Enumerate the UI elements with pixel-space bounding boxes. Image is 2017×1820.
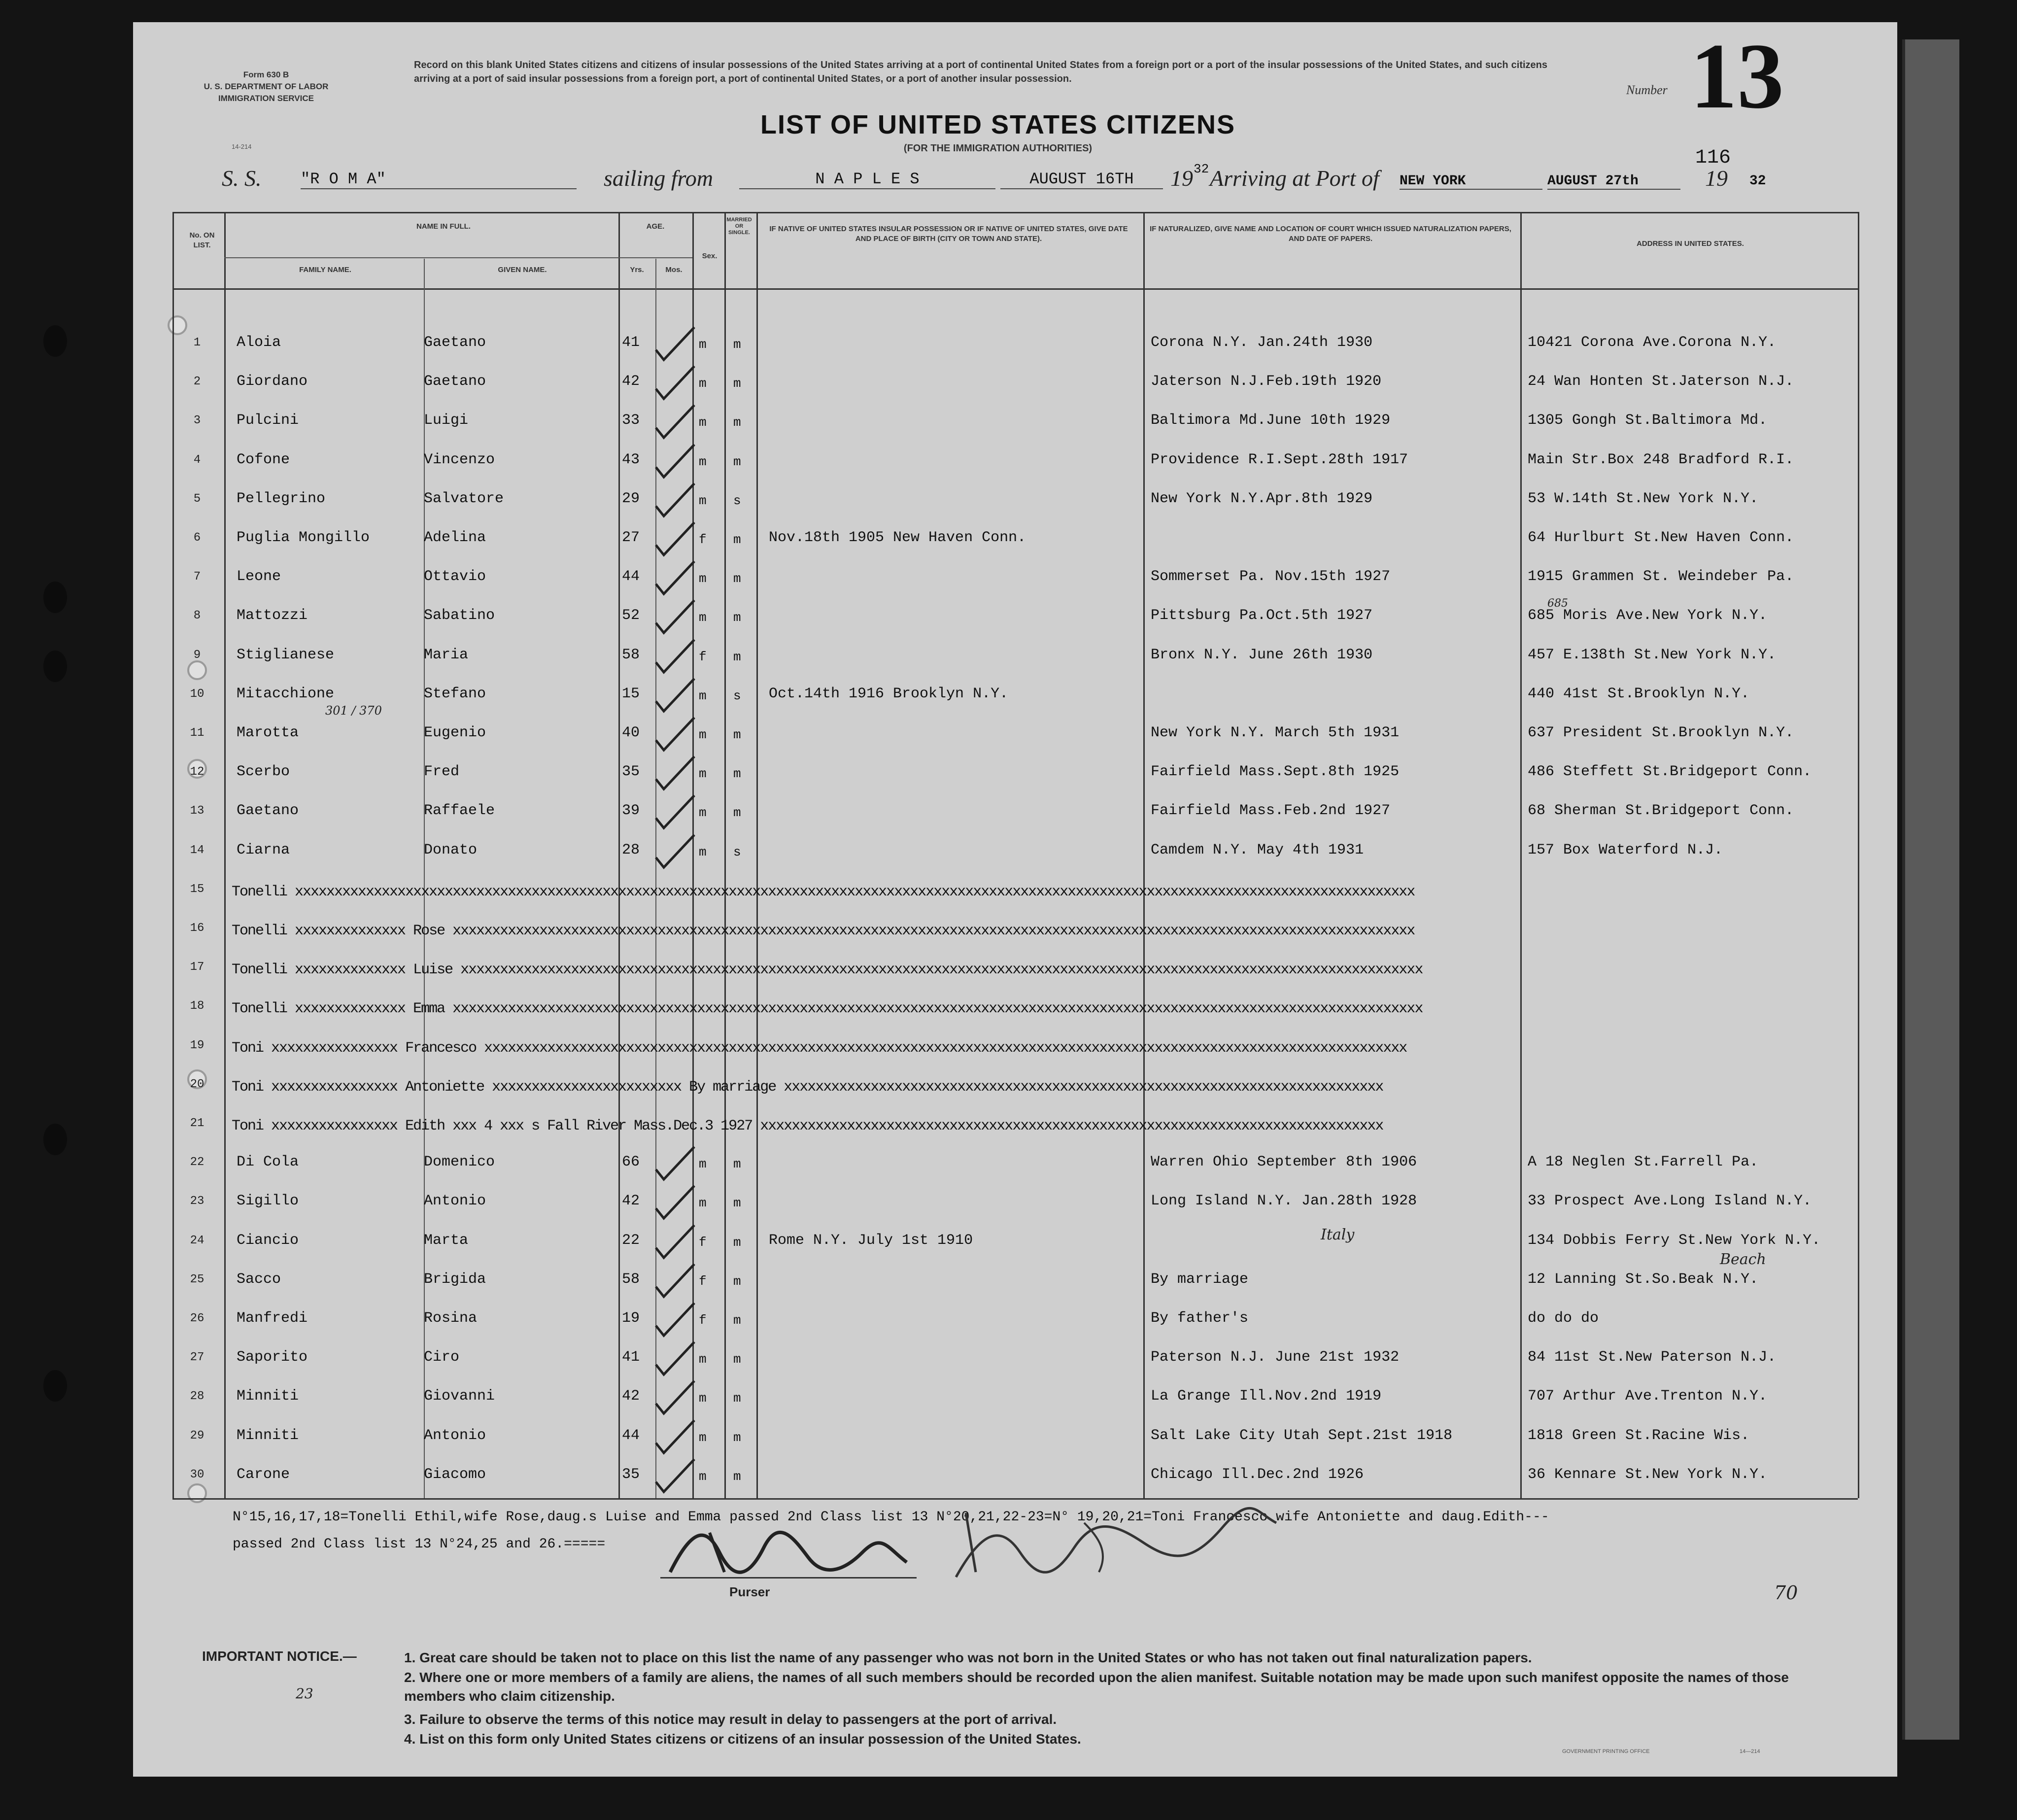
row-number: 15 <box>190 882 205 896</box>
age-years: 28 <box>622 841 640 858</box>
verification-check-mark <box>653 1417 697 1457</box>
sex: m <box>699 727 707 742</box>
age-years: 39 <box>622 802 640 820</box>
sex: f <box>699 1235 707 1250</box>
row-number: 11 <box>190 726 205 740</box>
header-mos: Mos. <box>665 266 683 274</box>
us-address: 12 Lanning St.So.Beak N.Y. <box>1528 1271 1759 1288</box>
row-number: 23 <box>190 1195 205 1208</box>
list-number: 13 <box>1690 25 1784 128</box>
age-years: 42 <box>622 373 640 390</box>
verification-check-mark <box>653 363 697 403</box>
sex: f <box>699 1313 707 1328</box>
marital-status: m <box>733 1391 741 1406</box>
row-number: 24 <box>190 1234 205 1247</box>
verification-check-mark <box>653 442 697 481</box>
us-address: 685 Moris Ave.New York N.Y. <box>1528 607 1768 624</box>
row-number: 4 <box>193 453 201 467</box>
notice-item-1: 1. Great care should be taken not to place on this list the name of any passenger who was not born in the United States or who has not taken out final naturalization papers. <box>404 1650 1532 1665</box>
department-name: U. S. DEPARTMENT OF LABOR <box>204 82 329 91</box>
sex: m <box>699 454 707 469</box>
transfer-notation-line-1: N°15,16,17,18=Tonelli Ethil,wife Rose,daug.s Luise and Emma passed 2nd Class list 13 N°20,21,22-23=N° 19,20,21=Toni Francesco wife Antoniette and daug.Edith--- <box>233 1510 1549 1525</box>
naturalization: Providence R.I.Sept.28th 1917 <box>1151 451 1408 468</box>
us-address: 486 Steffett St.Bridgeport Conn. <box>1528 763 1812 781</box>
struck-out-entry: Tonelli xxxxxxxxxxxxxx Rose xxxxxxxxxxxxxxxxxxxxxxxxxxxxxxxxxxxxxxxxxxxxxxxxxxxxxxxxxxxxxxxxxxxxxxxxxxxxxxxxxxxxxxxxxxxxxxxxxxxxxxxxxxxxxxxxxxxxxxxxxx <box>232 923 1415 939</box>
us-address: 1818 Green St.Racine Wis. <box>1528 1427 1750 1444</box>
marital-status: m <box>733 454 741 469</box>
us-address: 33 Prospect Ave.Long Island N.Y. <box>1528 1193 1812 1210</box>
given-name: Antonio <box>424 1193 486 1210</box>
us-address: 53 W.14th St.New York N.Y. <box>1528 490 1759 507</box>
form-title: LIST OF UNITED STATES CITIZENS <box>760 110 1235 139</box>
verification-check-mark <box>653 676 697 715</box>
ship-name: "R O M A" <box>301 170 577 189</box>
naturalization: Salt Lake City Utah Sept.21st 1918 <box>1151 1427 1453 1444</box>
age-years: 41 <box>622 1349 640 1366</box>
family-name: Manfredi <box>237 1310 308 1327</box>
marital-status: m <box>733 727 741 742</box>
verification-check-mark <box>653 558 697 598</box>
marital-status: m <box>733 1430 741 1445</box>
naturalization: Long Island N.Y. Jan.28th 1928 <box>1151 1193 1417 1210</box>
arrival-year: 32 <box>1749 173 1766 189</box>
verification-check-mark <box>653 1300 697 1339</box>
verification-check-mark <box>653 1378 697 1417</box>
family-name: Mitacchione <box>237 685 335 702</box>
given-name: Donato <box>424 841 478 858</box>
family-name: Leone <box>237 568 281 585</box>
sex: m <box>699 1391 707 1406</box>
ss-label: S. S. <box>222 166 262 191</box>
naturalization: Jaterson N.J.Feb.19th 1920 <box>1151 373 1382 390</box>
us-address: A 18 Neglen St.Farrell Pa. <box>1528 1154 1759 1171</box>
family-name: Sigillo <box>237 1193 299 1210</box>
given-name: Adelina <box>424 529 486 546</box>
row-number: 22 <box>190 1156 205 1169</box>
given-name: Marta <box>424 1232 469 1249</box>
us-address: do do do <box>1528 1310 1599 1327</box>
verification-check-mark <box>653 637 697 676</box>
table-rule <box>172 288 1858 290</box>
us-address: 440 41st St.Brooklyn N.Y. <box>1528 685 1750 702</box>
age-years: 43 <box>622 451 640 468</box>
struck-out-entry: Toni xxxxxxxxxxxxxxxx Antoniette xxxxxxxxxxxxxxxxxxxxxxxx By marriage xxxxxxxxxxxxxxxxxxxxxxxxxxxxxxxxxxxxxxxxxxxxxxxxxxxxxxxxxxxxxxxxxxxxxxxxxxxx <box>232 1078 1383 1096</box>
family-name: Giordano <box>237 373 308 390</box>
age-years: 42 <box>622 1193 640 1210</box>
naturalization: New York N.Y.Apr.8th 1929 <box>1151 490 1373 507</box>
family-name: Gaetano <box>237 802 299 820</box>
binder-hole <box>43 651 67 682</box>
age-years: 15 <box>622 685 640 702</box>
row-number: 14 <box>190 843 205 857</box>
us-address: Main Str.Box 248 Bradford R.I. <box>1528 451 1794 468</box>
us-address: 10421 Corona Ave.Corona N.Y. <box>1528 334 1777 351</box>
row-number: 19 <box>190 1038 205 1052</box>
row-number: 27 <box>190 1351 205 1365</box>
row-number: 8 <box>193 609 201 623</box>
struck-out-entry: Tonelli xxxxxxxxxxxxxx Luise xxxxxxxxxxxxxxxxxxxxxxxxxxxxxxxxxxxxxxxxxxxxxxxxxxxxxxxxxxxxxxxxxxxxxxxxxxxxxxxxxxxxxxxxxxxxxxxxxxxxxxxxxxxxxxxxxxxxxxxxxx <box>232 962 1423 979</box>
punch-ring <box>168 315 187 335</box>
verification-check-mark <box>653 792 697 832</box>
arrival-year-prefix: 19 <box>1705 166 1728 191</box>
header-address: ADDRESS IN UNITED STATES. <box>1637 240 1744 248</box>
punch-ring <box>187 660 207 680</box>
age-years: 58 <box>622 646 640 663</box>
verification-check-mark <box>653 481 697 520</box>
given-name: Stefano <box>424 685 486 702</box>
us-address: 1915 Grammen St. Weindeber Pa. <box>1528 568 1794 585</box>
verification-check-mark <box>653 402 697 442</box>
row-number: 18 <box>190 999 205 1013</box>
verification-check-mark <box>653 754 697 793</box>
sex: m <box>699 610 707 625</box>
row-number: 3 <box>193 414 201 428</box>
column-rule <box>618 212 620 1498</box>
official-signature <box>936 1493 1291 1592</box>
header-no-on-list: No. ON LIST. <box>189 231 215 249</box>
given-name: Eugenio <box>424 724 486 741</box>
given-name: Brigida <box>424 1271 486 1288</box>
marital-status: m <box>733 1352 741 1367</box>
naturalization: Baltimora Md.June 10th 1929 <box>1151 412 1391 429</box>
form-subtitle: (FOR THE IMMIGRATION AUTHORITIES) <box>903 143 1093 154</box>
notice-heading: IMPORTANT NOTICE.— <box>202 1648 357 1664</box>
purser-label: Purser <box>729 1584 770 1599</box>
age-years: 22 <box>622 1232 640 1249</box>
column-rule <box>224 212 226 1498</box>
naturalization: Warren Ohio September 8th 1906 <box>1151 1154 1417 1171</box>
family-name: Pellegrino <box>237 490 326 507</box>
naturalization: By marriage <box>1151 1271 1249 1288</box>
sex: m <box>699 1352 707 1367</box>
printer-credit: GOVERNMENT PRINTING OFFICE <box>1562 1749 1650 1754</box>
given-name: Ciro <box>424 1349 460 1366</box>
header-given-name: GIVEN NAME. <box>498 266 547 274</box>
binder-hole <box>43 1370 67 1402</box>
verification-check-mark <box>653 1183 697 1222</box>
age-years: 42 <box>622 1388 640 1405</box>
row-number: 17 <box>190 961 205 974</box>
arrival-date: AUGUST 27th <box>1547 173 1680 190</box>
family-name: Minniti <box>237 1427 299 1444</box>
footer-form-code: 14—214 <box>1740 1749 1760 1754</box>
naturalization: Paterson N.J. June 21st 1932 <box>1151 1349 1400 1366</box>
age-years: 40 <box>622 724 640 741</box>
column-rule <box>172 212 174 1498</box>
departure-year-prefix: 19 <box>1170 166 1193 191</box>
marital-status: m <box>733 415 741 430</box>
column-rule <box>724 212 726 1498</box>
row-number: 25 <box>190 1272 205 1286</box>
verification-check-mark <box>653 1222 697 1262</box>
age-years: 44 <box>622 1427 640 1444</box>
row-number: 29 <box>190 1429 205 1442</box>
arrival-port: NEW YORK <box>1400 173 1542 190</box>
given-name: Raffaele <box>424 802 495 820</box>
marital-status: m <box>733 532 741 547</box>
notice-item-4: 4. List on this form only United States citizens or citizens of an insular possession of the United States. <box>404 1731 1081 1747</box>
sex: m <box>699 805 707 821</box>
marital-status: m <box>733 1235 741 1250</box>
left-margin-annotation: 23 <box>296 1685 313 1702</box>
given-name: Vincenzo <box>424 451 495 468</box>
sex: m <box>699 688 707 703</box>
verification-check-mark <box>653 597 697 637</box>
naturalization: Chicago Ill.Dec.2nd 1926 <box>1151 1466 1364 1483</box>
row-number: 6 <box>193 531 201 545</box>
naturalization: New York N.Y. March 5th 1931 <box>1151 724 1400 741</box>
sailing-from-label: sailing from <box>604 166 713 191</box>
column-rule <box>1520 212 1522 1498</box>
given-name: Rosina <box>424 1310 478 1327</box>
marital-status: s <box>733 844 741 859</box>
row25-annotation: Beach <box>1720 1251 1766 1268</box>
us-address: 157 Box Waterford N.J. <box>1528 841 1723 858</box>
naturalization: La Grange Ill.Nov.2nd 1919 <box>1151 1388 1382 1405</box>
header-married-single: MARRIED OR SINGLE. <box>726 217 752 236</box>
row24-annotation: Italy <box>1321 1226 1355 1243</box>
row-number: 26 <box>190 1312 205 1325</box>
header-birth: IF NATIVE OF UNITED STATES INSULAR POSSESSION OR IF NATIVE OF UNITED STATES, GIVE DATE AND PLACE OF BIRTH (CITY OR TOWN AND STATE). <box>769 225 1128 243</box>
header-naturalized: IF NATURALIZED, GIVE NAME AND LOCATION OF COURT WHICH ISSUED NATURALIZATION PAPERS, AND DATE OF PAPERS. <box>1150 225 1511 243</box>
verification-check-mark <box>653 324 697 364</box>
page-number-annotation: 70 <box>1774 1582 1798 1604</box>
marital-status: m <box>733 337 741 352</box>
age-years: 35 <box>622 1466 640 1483</box>
sex: m <box>699 844 707 859</box>
page-annotation: 116 <box>1695 147 1731 169</box>
page-stack-edge <box>1902 39 1959 1740</box>
punch-ring <box>187 1483 207 1503</box>
marital-status: m <box>733 1469 741 1484</box>
us-address: 68 Sherman St.Bridgeport Conn. <box>1528 802 1794 820</box>
form-code: 14-214 <box>232 143 252 150</box>
row-number: 20 <box>190 1077 205 1091</box>
given-name: Gaetano <box>424 334 486 351</box>
row8-annotation: 685 <box>1547 597 1568 610</box>
naturalization: Pittsburg Pa.Oct.5th 1927 <box>1151 607 1373 624</box>
given-name: Salvatore <box>424 490 504 507</box>
family-name: Di Cola <box>237 1154 299 1171</box>
row-number: 21 <box>190 1117 205 1130</box>
sex: m <box>699 1196 707 1211</box>
given-name: Antonio <box>424 1427 486 1444</box>
given-name: Fred <box>424 763 460 781</box>
birth-place: Nov.18th 1905 New Haven Conn. <box>769 529 1026 546</box>
family-name: Stiglianese <box>237 646 335 663</box>
age-years: 66 <box>622 1154 640 1171</box>
notice-item-3: 3. Failure to observe the terms of this notice may result in delay to passengers at the port of arrival. <box>404 1712 1057 1727</box>
given-name: Ottavio <box>424 568 486 585</box>
sex: m <box>699 766 707 782</box>
notice-item-2: 2. Where one or more members of a family are aliens, the names of all such members should be recorded upon the alien manifest. Suitable notation may be made upon such manifest opposite the names of those members who claim citizenship. <box>404 1670 1789 1704</box>
given-name: Sabatino <box>424 607 495 624</box>
sex: f <box>699 1273 707 1289</box>
verification-check-mark <box>653 519 697 559</box>
us-address: 84 11st St.New Paterson N.J. <box>1528 1349 1777 1366</box>
age-years: 58 <box>622 1271 640 1288</box>
us-address: 1305 Gongh St.Baltimora Md. <box>1528 412 1768 429</box>
marital-status: m <box>733 571 741 586</box>
marital-status: m <box>733 1157 741 1172</box>
age-years: 29 <box>622 490 640 507</box>
marotta-annotation: 301 / 370 <box>325 704 382 718</box>
given-name: Giacomo <box>424 1466 486 1483</box>
marital-status: s <box>733 493 741 508</box>
purser-signature <box>650 1503 926 1582</box>
age-years: 44 <box>622 568 640 585</box>
marital-status: m <box>733 649 741 664</box>
naturalization: By father's <box>1151 1310 1249 1327</box>
us-address: 36 Kennare St.New York N.Y. <box>1528 1466 1768 1483</box>
struck-out-entry: Tonelli xxxxxxxxxxxxxxxxxxxxxxxxxxxxxxxxxxxxxxxxxxxxxxxxxxxxxxxxxxxxxxxxxxxxxxxxxxxxxxxxxxxxxxxxxxxxxxxxxxxxxxxxxxxxxxxxxxxxxxxxxxxxxxxxxxxxxxxxxxxxxx <box>232 883 1415 900</box>
marital-status: m <box>733 766 741 782</box>
transfer-notation-line-2: passed 2nd Class list 13 N°24,25 and 26.===== <box>233 1537 606 1552</box>
age-years: 27 <box>622 529 640 546</box>
verification-check-mark <box>653 832 697 871</box>
departure-date: AUGUST 16TH <box>1000 170 1163 189</box>
sex: f <box>699 649 707 664</box>
us-address: 457 E.138th St.New York N.Y. <box>1528 646 1777 663</box>
age-years: 33 <box>622 412 640 429</box>
row-number: 7 <box>193 570 201 584</box>
row-number: 9 <box>193 648 201 662</box>
purser-signature-line <box>660 1577 917 1579</box>
naturalization: Corona N.Y. Jan.24th 1930 <box>1151 334 1373 351</box>
verification-check-mark <box>653 1261 697 1301</box>
sex: m <box>699 493 707 508</box>
given-name: Luigi <box>424 412 469 429</box>
verification-check-mark <box>653 1456 697 1496</box>
struck-out-entry: Tonelli xxxxxxxxxxxxxx Emma xxxxxxxxxxxxxxxxxxxxxxxxxxxxxxxxxxxxxxxxxxxxxxxxxxxxxxxxxxxxxxxxxxxxxxxxxxxxxxxxxxxxxxxxxxxxxxxxxxxxxxxxxxxxxxxxxxxxxxxxxxx <box>232 1000 1423 1018</box>
birth-place: Rome N.Y. July 1st 1910 <box>769 1232 973 1249</box>
row-number: 13 <box>190 804 205 818</box>
binder-hole <box>43 582 67 613</box>
family-name: Minniti <box>237 1388 299 1405</box>
family-name: Puglia Mongillo <box>237 529 370 546</box>
marital-status: m <box>733 1273 741 1289</box>
header-sex: Sex. <box>702 252 718 260</box>
family-name: Carone <box>237 1466 290 1483</box>
number-label: Number <box>1626 83 1668 97</box>
row-number: 5 <box>193 492 201 506</box>
us-address: 64 Hurlburt St.New Haven Conn. <box>1528 529 1794 546</box>
age-years: 19 <box>622 1310 640 1327</box>
sex: m <box>699 1430 707 1445</box>
age-years: 52 <box>622 607 640 624</box>
verification-check-mark <box>653 715 697 754</box>
naturalization: Sommerset Pa. Nov.15th 1927 <box>1151 568 1391 585</box>
sex: m <box>699 337 707 352</box>
arriving-label: Arriving at Port of <box>1210 166 1379 191</box>
departure-year: 32 <box>1194 162 1209 176</box>
given-name: Gaetano <box>424 373 486 390</box>
header-yrs: Yrs. <box>630 266 644 274</box>
column-rule <box>756 212 758 1498</box>
row-number: 10 <box>190 687 205 701</box>
sex: m <box>699 1469 707 1484</box>
naturalization: Bronx N.Y. June 26th 1930 <box>1151 646 1373 663</box>
header-age: AGE. <box>646 222 665 231</box>
verification-check-mark <box>653 1144 697 1183</box>
given-name: Giovanni <box>424 1388 495 1405</box>
row-number: 12 <box>190 765 205 779</box>
sex: m <box>699 415 707 430</box>
us-address: 637 President St.Brooklyn N.Y. <box>1528 724 1794 741</box>
family-name: Aloia <box>237 334 281 351</box>
marital-status: m <box>733 610 741 625</box>
family-name: Ciarna <box>237 841 290 858</box>
us-address: 707 Arthur Ave.Trenton N.Y. <box>1528 1388 1768 1405</box>
sex: m <box>699 1157 707 1172</box>
age-years: 41 <box>622 334 640 351</box>
row-number: 1 <box>193 336 201 349</box>
family-name: Pulcini <box>237 412 299 429</box>
birth-place: Oct.14th 1916 Brooklyn N.Y. <box>769 685 1009 702</box>
family-name: Ciancio <box>237 1232 299 1249</box>
column-rule <box>1143 212 1145 1498</box>
form-identifier <box>177 69 355 104</box>
column-rule <box>1858 212 1859 1498</box>
naturalization: Camdem N.Y. May 4th 1931 <box>1151 841 1364 858</box>
us-address: 24 Wan Honten St.Jaterson N.J. <box>1528 373 1794 390</box>
row-number: 16 <box>190 922 205 935</box>
family-name: Scerbo <box>237 763 290 781</box>
row-number: 2 <box>193 375 201 389</box>
departure-port: N A P L E S <box>739 170 995 189</box>
family-name: Saporito <box>237 1349 308 1366</box>
naturalization: Fairfield Mass.Sept.8th 1925 <box>1151 763 1400 781</box>
header-name-in-full: NAME IN FULL. <box>416 222 471 231</box>
row-number: 30 <box>190 1468 205 1481</box>
given-name: Domenico <box>424 1154 495 1171</box>
sex: m <box>699 376 707 391</box>
sex: m <box>699 571 707 586</box>
row-number: 28 <box>190 1390 205 1404</box>
header-family-name: FAMILY NAME. <box>299 266 351 274</box>
sub-header-rule <box>224 257 692 258</box>
form-number: Form 630 B <box>243 70 289 79</box>
family-name: Sacco <box>237 1271 281 1288</box>
verification-check-mark <box>653 1339 697 1378</box>
service-name: IMMIGRATION SERVICE <box>218 94 314 103</box>
marital-status: m <box>733 376 741 391</box>
form-instruction: Record on this blank United States citizens and citizens of insular possessions of the United States arriving at a port of continental United States from a foreign port or a port of the insular possessions of the United States, and such citizens arriving at a port of said insular possessions from a foreign port, a port of continental United States, or a port of another insular possession. <box>414 60 1547 84</box>
table-rule <box>172 212 1858 213</box>
binder-hole <box>43 325 67 357</box>
sex: f <box>699 532 707 547</box>
family-name: Mattozzi <box>237 607 308 624</box>
struck-out-entry: Toni xxxxxxxxxxxxxxxx Francesco xxxxxxxxxxxxxxxxxxxxxxxxxxxxxxxxxxxxxxxxxxxxxxxxxxxxxxxxxxxxxxxxxxxxxxxxxxxxxxxxxxxxxxxxxxxxxxxxxxxxxxxxxxxxxxxxxxxxx <box>232 1039 1407 1057</box>
age-years: 35 <box>622 763 640 781</box>
marital-status: s <box>733 688 741 703</box>
marital-status: m <box>733 1313 741 1328</box>
family-name: Marotta <box>237 724 299 741</box>
struck-out-entry: Toni xxxxxxxxxxxxxxxx Edith xxx 4 xxx s Fall River Mass.Dec.3 1927 xxxxxxxxxxxxxxxxxxxxxxxxxxxxxxxxxxxxxxxxxxxxxxxxxxxxxxxxxxxxxxxxxxxxxxxxxxxxxxx <box>232 1118 1383 1134</box>
given-name: Maria <box>424 646 469 663</box>
family-name: Cofone <box>237 451 290 468</box>
us-address: 134 Dobbis Ferry St.New York N.Y. <box>1528 1232 1821 1249</box>
marital-status: m <box>733 805 741 821</box>
naturalization: Fairfield Mass.Feb.2nd 1927 <box>1151 802 1391 820</box>
binder-hole <box>43 1124 67 1155</box>
marital-status: m <box>733 1196 741 1211</box>
